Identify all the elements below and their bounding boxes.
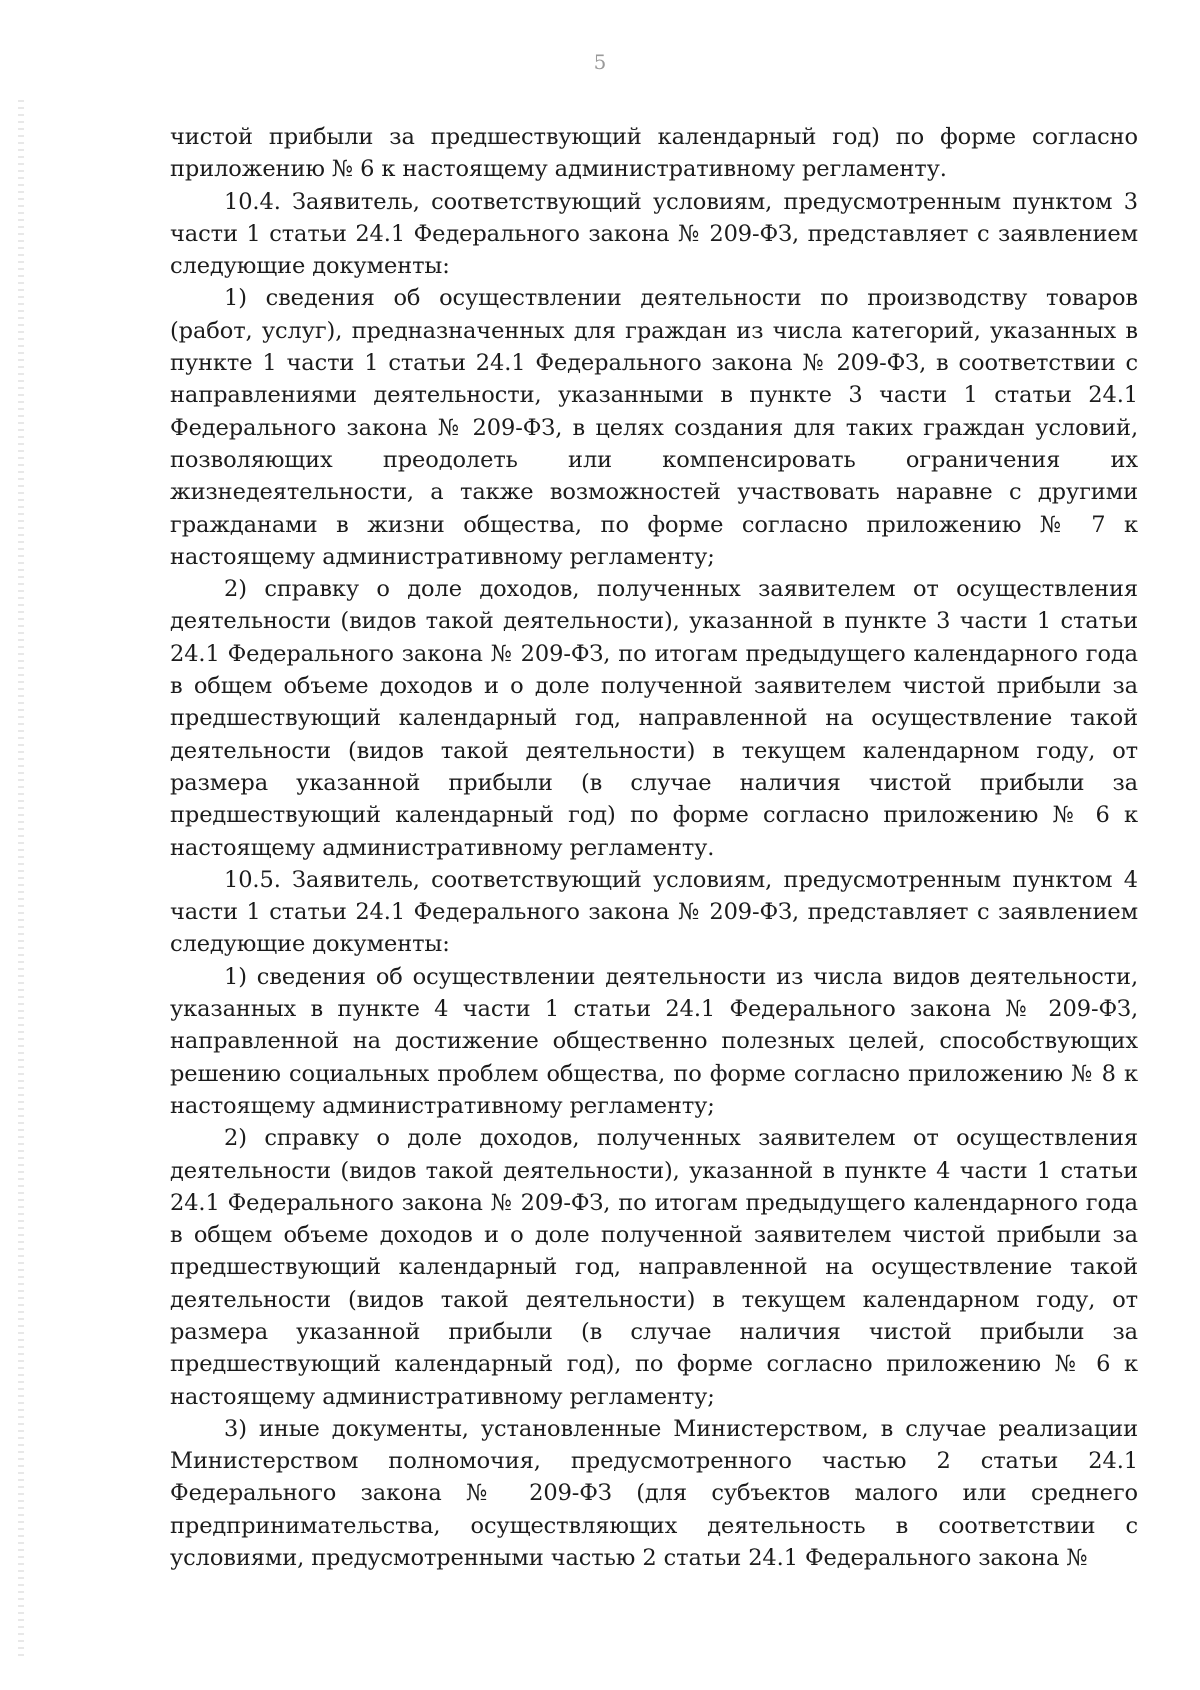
paragraph-10-4-item-1: 1) сведения об осуществлении деятельности по производству товаров (работ, услуг), предназначенных для граждан из числа категорий, указанных в пункте 1 части 1 статьи 24.1 Федерального закона № 209-ФЗ, в соответствии с направлениями деятельности, указанными в пункте 3 части 1 статьи 24.1 Федерального закона № 209-ФЗ, в целях создания для таких граждан условий, позволяющих преодолеть или компенсировать ограничения их жизнедеятельности, а также возможностей участвовать наравне с другими гражданами в жизни общества, по форме согласно приложению № 7 к настоящему административному регламенту; <box>170 285 1138 570</box>
scan-edge-artifact <box>18 100 24 1660</box>
paragraph-10-4-item-2: 2) справку о доле доходов, полученных заявителем от осуществления деятельности (видов такой деятельности), указанной в пункте 3 части 1 статьи 24.1 Федерального закона № 209-ФЗ, по итогам предыдущего календарного года в общем объеме доходов и о доле полученной заявителем чистой прибыли за предшествующий календарный год, направленной на осуществление такой деятельности (видов такой деятельности) в текущем календарном году, от размера указанной прибыли (в случае наличия чистой прибыли за предшествующий календарный год) по форме согласно приложению № 6 к настоящему административному регламенту. <box>170 576 1138 861</box>
paragraph-10-5-item-1: 1) сведения об осуществлении деятельности из числа видов деятельности, указанных в пункте 4 части 1 статьи 24.1 Федерального закона № 209-ФЗ, направленной на достижение общественно полезных целей, способствующих решению социальных проблем общества, по форме согласно приложению № 8 к настоящему административному регламенту; <box>170 963 1138 1119</box>
paragraph-10-5: 10.5. Заявитель, соответствующий условиям, предусмотренным пунктом 4 части 1 статьи 24.1 Федерального закона № 209-ФЗ, представляет с заявлением следующие документы: <box>170 866 1138 958</box>
paragraph-10-5-item-2: 2) справку о доле доходов, полученных заявителем от осуществления деятельности (видов такой деятельности), указанной в пункте 4 части 1 статьи 24.1 Федерального закона № 209-ФЗ, по итогам предыдущего календарного года в общем объеме доходов и о доле полученной заявителем чистой прибыли за предшествующий календарный год, направленной на осуществление такой деятельности (видов такой деятельности) в текущем календарном году, от размера указанной прибыли (в случае наличия чистой прибыли за предшествующий календарный год), по форме согласно приложению № 6 к настоящему административному регламенту; <box>170 1125 1138 1410</box>
paragraph-10-5-item-3: 3) иные документы, установленные Министерством, в случае реализации Министерством полномочия, предусмотренного частью 2 статьи 24.1 Федерального закона № 209-ФЗ (для субъектов малого или среднего предпринимательства, осуществляющих деятельность в соответствии с условиями, предусмотренными частью 2 статьи 24.1 Федерального закона № <box>170 1415 1138 1572</box>
paragraph-10-4: 10.4. Заявитель, соответствующий условиям, предусмотренным пунктом 3 части 1 статьи 24.1 Федерального закона № 209-ФЗ, представляет с заявлением следующие документы: <box>170 188 1138 280</box>
paragraph-continuation: чистой прибыли за предшествующий календарный год) по форме согласно приложению № 6 к настоящему административному регламенту. <box>170 124 1138 183</box>
document-body <box>170 121 1138 1574</box>
page-number: 5 <box>593 50 607 74</box>
